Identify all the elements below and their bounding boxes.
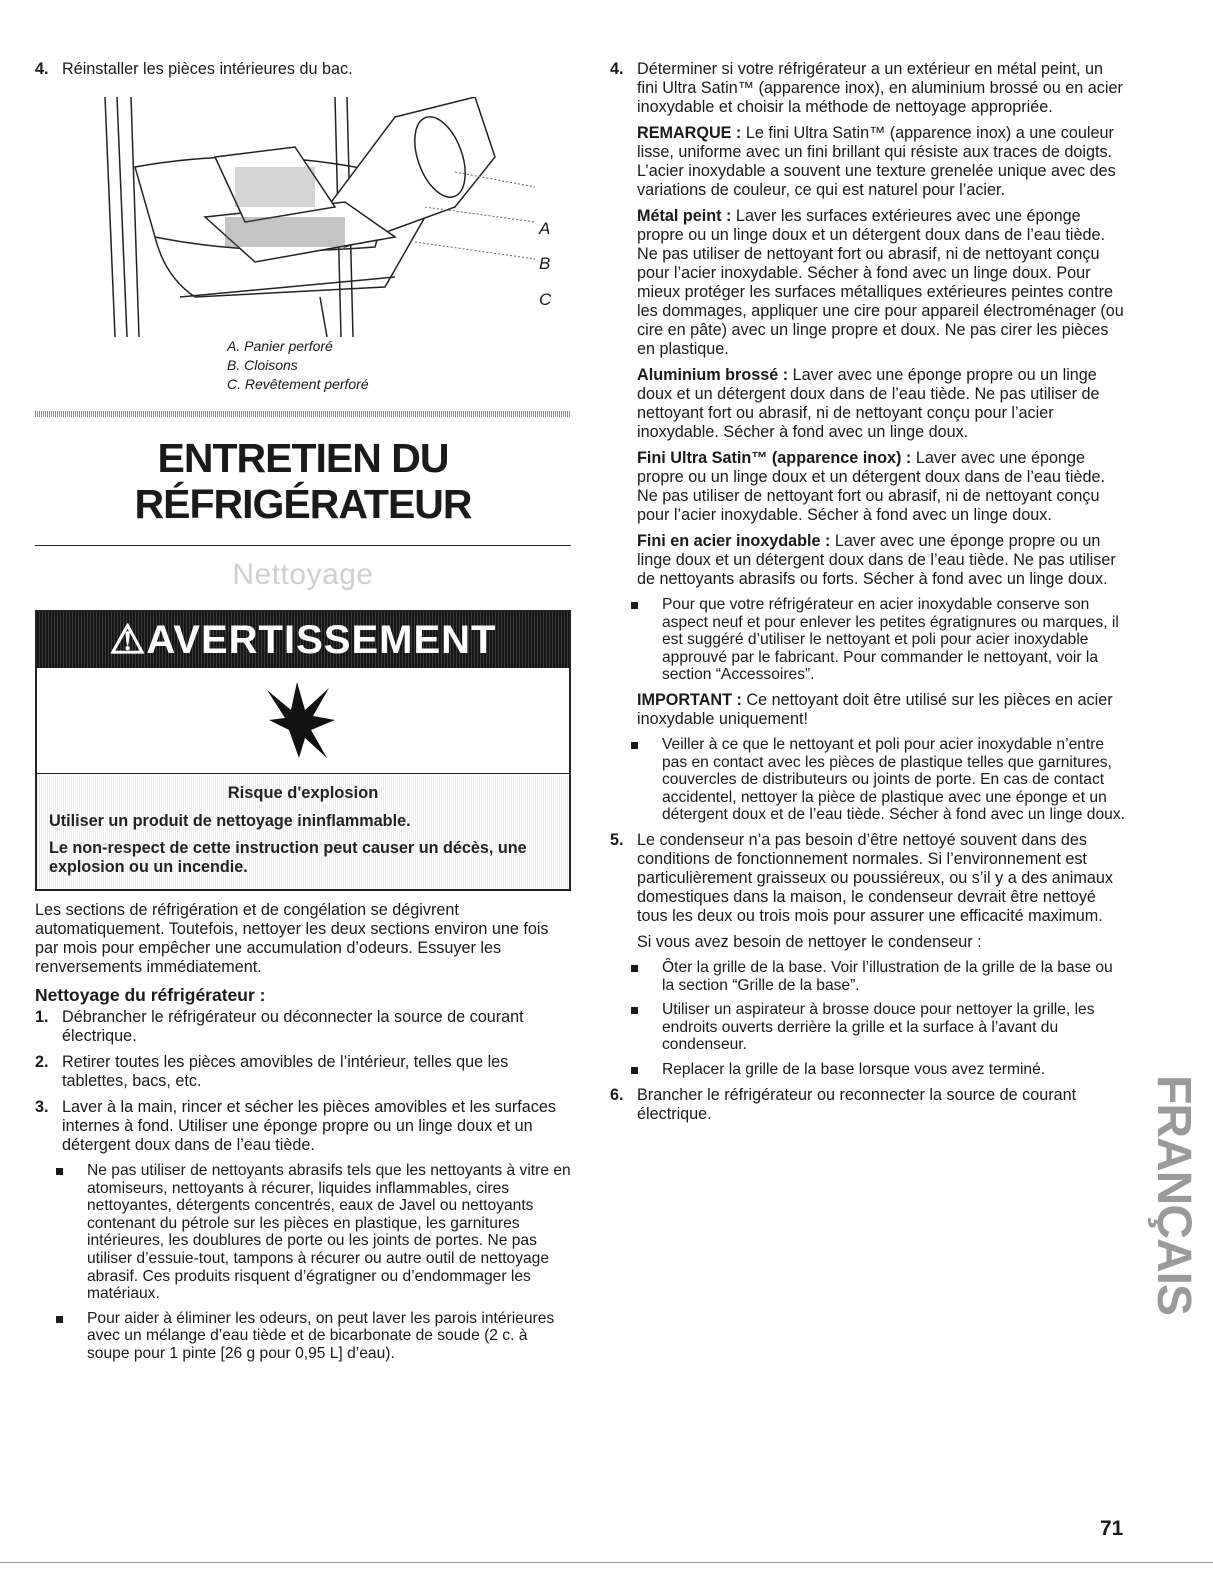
- step-5: [610, 830, 1125, 926]
- para-text: Laver les surfaces extérieures avec une éponge propre ou un linge doux et un détergent doux dans de l’eau tiède. Ne pas utiliser de nettoyant fort ou abrasif, ni de nettoyant conçu pour l’acier inoxydable. Sécher à fond avec un linge doux. Pour mieux protéger les surfaces métalliques extérieures peintes contre les dommages, appliquer une cire pour appareil électroménager (ou cire en pâte) avec un linge propre et doux. Ne pas cirer les pièces en plastique.: [637, 207, 1124, 358]
- painted-metal-paragraph: [637, 207, 1125, 359]
- step-4-right: [610, 60, 1125, 117]
- para-label: Fini en acier inoxydable :: [637, 532, 831, 550]
- warning-box: [35, 610, 571, 891]
- step-number: 1.: [35, 1008, 49, 1026]
- para-text: Le fini Ultra Satin™ (apparence inox) a une couleur lisse, uniforme avec un fini brillant qui résiste aux traces de doigts. L’acier inoxydable a souvent une texture grenelée unique avec des variations de couleur, ce qui est naturel pour l’acier.: [637, 124, 1116, 199]
- label-a: A: [539, 219, 551, 238]
- step-text: Réinstaller les pièces intérieures du bac.: [62, 60, 353, 78]
- step-number: 4.: [610, 60, 624, 78]
- warning-risk: Risque d'explosion: [227, 784, 379, 802]
- brushed-aluminum-paragraph: [637, 366, 1125, 442]
- para-label: REMARQUE :: [637, 124, 742, 142]
- step-3: [35, 1098, 571, 1155]
- title-line-1: ENTRETIEN DU: [157, 435, 449, 481]
- step-number: 5.: [610, 830, 624, 849]
- right-column: [610, 60, 1125, 1124]
- caption-b: B. Cloisons: [227, 357, 298, 373]
- step-text: Brancher le réfrigérateur ou reconnecter la source de courant électrique.: [637, 1085, 1077, 1123]
- ultra-satin-paragraph: [637, 449, 1125, 525]
- dotted-divider: [35, 411, 571, 417]
- para-text: Laver avec une éponge propre ou un linge doux et un détergent doux dans de l’eau tiède. Ne pas utiliser de nettoyant fort ou abrasif, ni de nettoyant conçu pour l’acier inoxydable. Sécher à fond avec un linge doux.: [637, 366, 1100, 441]
- intro-paragraph: Les sections de réfrigération et de congélation se dégivrent automatiquement. Toutefois, nettoyer les deux sections environ une fois par mois pour empêcher une accumulation d’odeurs. Essuyer les renversements immédiatement.: [35, 901, 549, 976]
- para-text: Ce nettoyant doit être utilisé sur les pièces en acier inoxydable uniquement!: [637, 690, 1113, 728]
- step-text: Déterminer si votre réfrigérateur a un extérieur en métal peint, un fini Ultra Satin™ (apparence inox), en aluminium brossé ou en acier inoxydable et choisir la méthode de nettoyage appropriée.: [637, 60, 1123, 116]
- step-1: [35, 1008, 571, 1046]
- step-number: 4.: [35, 60, 49, 78]
- para-text: Laver avec une éponge propre ou un linge doux et un détergent doux dans de l’eau tiède. Ne pas utiliser de nettoyants abrasifs ou forts. Sécher à fond avec un linge doux.: [637, 532, 1116, 588]
- step-text: Le condenseur n’a pas besoin d’être nettoyé souvent dans des conditions de fonctionnement normales. Si l’environnement est particulièrement graisseux ou poussiéreux, ou s’il y a des animaux domestiques dans la maison, le condenseur devrait être nettoyé tous les deux ou trois mois pour assurer une efficacité maximum.: [637, 830, 1113, 925]
- warning-header-text: AVERTISSEMENT: [146, 618, 497, 662]
- important-paragraph: [637, 691, 1125, 729]
- figure-captions: [35, 337, 571, 395]
- warning-header: [37, 612, 569, 668]
- section-title: [35, 435, 571, 527]
- caption-c: C. Revêtement perforé: [227, 376, 369, 392]
- warning-symbol-area: [37, 668, 569, 773]
- warning-body: [37, 773, 569, 889]
- label-b: B: [539, 254, 551, 273]
- bullet-item: Replacer la grille de la base lorsque vous avez terminé.: [662, 1061, 1125, 1079]
- warning-line-2: Le non-respect de cette instruction peut causer un décès, une explosion ou un incendie.: [49, 839, 527, 876]
- step-2: [35, 1053, 571, 1091]
- warning-triangle-icon: ⚠: [109, 618, 147, 662]
- para-label: Métal peint :: [637, 207, 732, 225]
- warning-line-1: Utiliser un produit de nettoyage ininflammable.: [49, 812, 411, 830]
- step-text: Débrancher le réfrigérateur ou déconnecter la source de courant électrique.: [62, 1008, 524, 1045]
- footer-rule: [0, 1562, 1213, 1563]
- step-4-left: [35, 60, 571, 79]
- bullet-item: Ôter la grille de la base. Voir l’illustration de la grille de la base ou la section “Grille de la base”.: [662, 959, 1125, 994]
- bullet-item: Pour que votre réfrigérateur en acier inoxydable conserve son aspect neuf et pour enlever les petites égratignures ou marques, il est suggéré d’utiliser le nettoyant et poli pour acier inoxydable approuvé par le fabricant. Pour commander le nettoyant, voir la section “Accessoires”.: [662, 596, 1125, 684]
- caption-a: A. Panier perforé: [227, 338, 333, 354]
- subsection-title: Nettoyage: [232, 558, 374, 591]
- para-label: Aluminium brossé :: [637, 366, 789, 384]
- bullet-item: Pour aider à éliminer les odeurs, on peut laver les parois intérieures avec un mélange d’eau tiède et de bicarbonate de soude (2 c. à soupe pour 1 pinte [26 g pour 0,95 L] d’eau).: [87, 1310, 571, 1363]
- step-text: Retirer toutes les pièces amovibles de l’intérieur, telles que les tablettes, bacs, etc.: [62, 1053, 509, 1090]
- bullet-item: Utiliser un aspirateur à brosse douce pour nettoyer la grille, les endroits ouverts derrière la grille et la surface à l’avant du condenseur.: [662, 1001, 1125, 1054]
- bullet-item: Ne pas utiliser de nettoyants abrasifs tels que les nettoyants à vitre en atomiseurs, nettoyants à récurer, liquides inflammables, cires nettoyantes, détergents concentrés, eaux de Javel ou nettoyants contenant du pétrole sur les pièces en plastique, les garnitures intérieures, les doublures de porte ou les joints de portes. Ne pas utiliser d’essuie-tout, tampons à récurer ou autre outil de nettoyage abrasif. Ces produits risquent d’égratigner ou d’endommager les matériaux.: [87, 1162, 571, 1303]
- para-label: IMPORTANT :: [637, 690, 742, 709]
- note-paragraph: [637, 124, 1125, 200]
- step-6: [610, 1085, 1125, 1124]
- title-line-2: RÉFRIGÉRATEUR: [134, 481, 472, 527]
- cleaning-heading: Nettoyage du réfrigérateur :: [35, 985, 266, 1005]
- explosion-icon: [259, 680, 339, 760]
- label-c: C: [539, 290, 552, 309]
- stainless-paragraph: [637, 532, 1125, 589]
- bullet-item: Veiller à ce que le nettoyant et poli pour acier inoxydable n’entre pas en contact avec les pièces de plastique telles que garnitures, couvercles de distributeurs ou joints de porte. En cas de contact accidentel, nettoyer la pièce de plastique avec une éponge et un détergent doux et de l’eau tiède. Sécher à fond avec un linge doux.: [662, 735, 1125, 824]
- step-number: 3.: [35, 1098, 49, 1116]
- page-number: 71: [1100, 1517, 1124, 1540]
- title-rule: [35, 545, 571, 546]
- para-label: Fini Ultra Satin™ (apparence inox) :: [637, 449, 912, 467]
- language-side-tab: [1147, 1075, 1205, 1345]
- step-number: 2.: [35, 1053, 49, 1071]
- crisper-illustration: [95, 97, 565, 337]
- step-text: Laver à la main, rincer et sécher les pièces amovibles et les surfaces internes à fond. Utiliser une éponge propre ou un linge doux et un détergent doux dans de l’eau tiède.: [62, 1098, 556, 1154]
- crisper-figure: [35, 97, 571, 337]
- step-number: 6.: [610, 1085, 624, 1104]
- para-text: Laver avec une éponge propre ou un linge doux et un détergent doux dans de l’eau tiède. Ne pas utiliser de nettoyant fort ou abrasif, ni de nettoyant conçu pour l’acier inoxydable. Sécher à fond avec un linge doux.: [637, 449, 1105, 524]
- left-column: [35, 60, 571, 1363]
- step-5-sub: Si vous avez besoin de nettoyer le condenseur :: [637, 932, 982, 951]
- side-tab-text: FRANÇAIS: [1147, 1075, 1200, 1315]
